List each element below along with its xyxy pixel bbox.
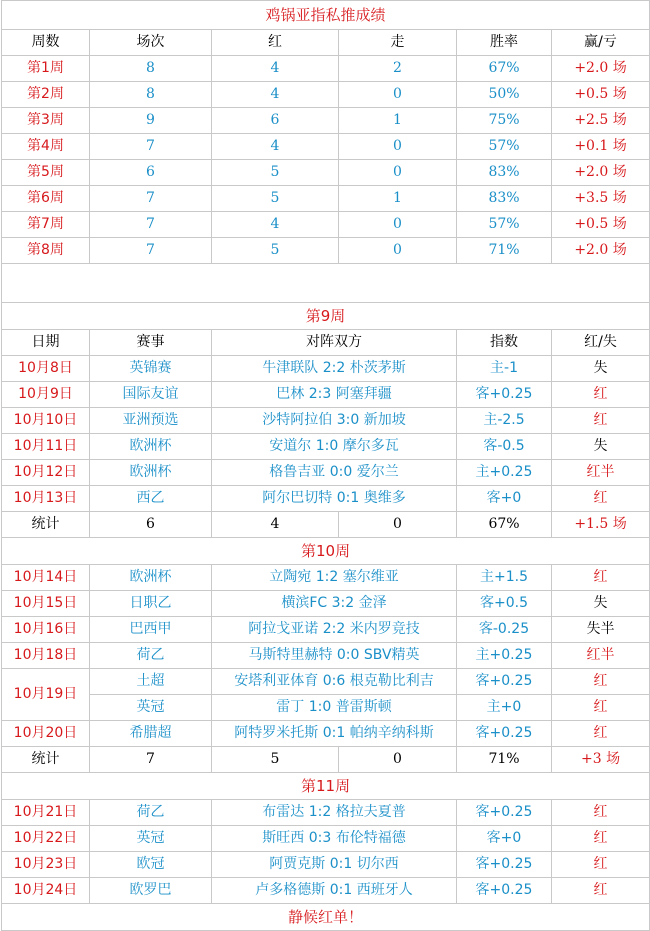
odds-value: 主-2.5: [457, 408, 552, 434]
won-count: 4: [212, 82, 339, 108]
result-badge: 红: [552, 486, 650, 512]
summary-row: [2, 82, 650, 108]
header-date: 日期: [2, 330, 90, 356]
header-push: 走: [339, 30, 457, 56]
match-row: [2, 800, 650, 826]
match-date: 10月22日: [2, 826, 90, 852]
league-name: 欧洲杯: [90, 434, 212, 460]
won-count: 5: [212, 186, 339, 212]
league-name: 日职乙: [90, 591, 212, 617]
league-name: 荷乙: [90, 643, 212, 669]
won-count: 5: [212, 160, 339, 186]
match-fixture: 布雷达 1:2 格拉夫夏普: [212, 800, 457, 826]
result-badge: 红: [552, 408, 650, 434]
match-date: 10月18日: [2, 643, 90, 669]
games-count: 7: [90, 212, 212, 238]
match-fixture: 安道尔 1:0 摩尔多瓦: [212, 434, 457, 460]
match-date: 10月13日: [2, 486, 90, 512]
league-name: 欧洲杯: [90, 460, 212, 486]
match-row: [2, 878, 650, 904]
profit-value: +0.5 场: [552, 212, 650, 238]
match-row: [2, 852, 650, 878]
games-count: 7: [90, 238, 212, 264]
push-count: 0: [339, 134, 457, 160]
won-count: 4: [212, 212, 339, 238]
match-fixture: 卢多格德斯 0:1 西班牙人: [212, 878, 457, 904]
league-name: 荷乙: [90, 800, 212, 826]
match-date: 10月9日: [2, 382, 90, 408]
week-label: 第7周: [2, 212, 90, 238]
profit-value: +3.5 场: [552, 186, 650, 212]
match-row: [2, 669, 650, 695]
results-table: [1, 0, 650, 931]
odds-value: 客-0.25: [457, 617, 552, 643]
match-fixture: 雷丁 1:0 普雷斯顿: [212, 695, 457, 721]
detail-header-row: [2, 330, 650, 356]
header-match: 对阵双方: [212, 330, 457, 356]
match-fixture: 阿贾克斯 0:1 切尔西: [212, 852, 457, 878]
week-label: 第4周: [2, 134, 90, 160]
header-odds: 指数: [457, 330, 552, 356]
games-count: 7: [90, 186, 212, 212]
week-title-row: [2, 773, 650, 800]
profit-value: +0.1 场: [552, 134, 650, 160]
odds-value: 客+0.25: [457, 800, 552, 826]
result-badge: 失: [552, 356, 650, 382]
result-badge: 失: [552, 434, 650, 460]
section-spacer: [2, 264, 650, 303]
header-week: 周数: [2, 30, 90, 56]
result-badge: 红: [552, 382, 650, 408]
profit-value: +0.5 场: [552, 82, 650, 108]
result-badge: 红半: [552, 643, 650, 669]
match-fixture: 阿拉戈亚诺 2:2 米内罗竞技: [212, 617, 457, 643]
summary-row: [2, 186, 650, 212]
header-result: 红/失: [552, 330, 650, 356]
push-count: 1: [339, 108, 457, 134]
match-row: [2, 695, 650, 721]
header-rate: 胜率: [457, 30, 552, 56]
won-count: 5: [212, 238, 339, 264]
league-name: 西乙: [90, 486, 212, 512]
push-count: 0: [339, 82, 457, 108]
summary-header-row: [2, 30, 650, 56]
odds-value: 客+0.25: [457, 878, 552, 904]
push-count: 0: [339, 238, 457, 264]
stats-rate: 71%: [457, 747, 552, 773]
week-label: 第3周: [2, 108, 90, 134]
spacer-cell: [2, 264, 650, 303]
sheet-title: 鸡锅亚指私推成绩: [2, 1, 650, 30]
match-fixture: 牛津联队 2:2 朴茨茅斯: [212, 356, 457, 382]
match-row: [2, 356, 650, 382]
league-name: 英冠: [90, 826, 212, 852]
profit-value: +2.5 场: [552, 108, 650, 134]
win-rate: 50%: [457, 82, 552, 108]
profit-value: +2.0 场: [552, 56, 650, 82]
win-rate: 71%: [457, 238, 552, 264]
match-row: [2, 826, 650, 852]
header-league: 赛事: [90, 330, 212, 356]
push-count: 1: [339, 186, 457, 212]
win-rate: 67%: [457, 56, 552, 82]
league-name: 英锦赛: [90, 356, 212, 382]
header-won: 红: [212, 30, 339, 56]
win-rate: 75%: [457, 108, 552, 134]
odds-value: 客+0.25: [457, 852, 552, 878]
games-count: 9: [90, 108, 212, 134]
result-badge: 红: [552, 826, 650, 852]
odds-value: 主+1.5: [457, 565, 552, 591]
week-title-row: [2, 303, 650, 330]
summary-row: [2, 56, 650, 82]
match-fixture: 巴林 2:3 阿塞拜疆: [212, 382, 457, 408]
week-label: 第2周: [2, 82, 90, 108]
odds-value: 主-1: [457, 356, 552, 382]
odds-value: 客+0.25: [457, 669, 552, 695]
odds-value: 主+0: [457, 695, 552, 721]
week-title-row: [2, 538, 650, 565]
header-games: 场次: [90, 30, 212, 56]
match-date: 10月23日: [2, 852, 90, 878]
league-name: 国际友谊: [90, 382, 212, 408]
match-fixture: 立陶宛 1:2 塞尔维亚: [212, 565, 457, 591]
stats-row: [2, 747, 650, 773]
match-date: 10月19日: [2, 669, 90, 721]
match-row: [2, 591, 650, 617]
result-badge: 红: [552, 695, 650, 721]
match-date: 10月16日: [2, 617, 90, 643]
result-badge: 红: [552, 721, 650, 747]
stats-label: 统计: [2, 512, 90, 538]
match-date: 10月10日: [2, 408, 90, 434]
result-badge: 红: [552, 565, 650, 591]
result-badge: 失: [552, 591, 650, 617]
match-row: [2, 486, 650, 512]
summary-row: [2, 108, 650, 134]
result-badge: 失半: [552, 617, 650, 643]
won-count: 4: [212, 134, 339, 160]
week-label: 第6周: [2, 186, 90, 212]
stats-row: [2, 512, 650, 538]
result-badge: 红: [552, 800, 650, 826]
stats-push: 0: [339, 512, 457, 538]
match-date: 10月14日: [2, 565, 90, 591]
week-label: 第1周: [2, 56, 90, 82]
win-rate: 83%: [457, 160, 552, 186]
match-date: 10月20日: [2, 721, 90, 747]
result-badge: 红半: [552, 460, 650, 486]
match-fixture: 斯旺西 0:3 布伦特福德: [212, 826, 457, 852]
match-date: 10月15日: [2, 591, 90, 617]
stats-rate: 67%: [457, 512, 552, 538]
odds-value: 主+0.25: [457, 643, 552, 669]
match-row: [2, 382, 650, 408]
league-name: 亚洲预选: [90, 408, 212, 434]
match-date: 10月8日: [2, 356, 90, 382]
odds-value: 客-0.5: [457, 434, 552, 460]
match-date: 10月24日: [2, 878, 90, 904]
odds-value: 客+0.5: [457, 591, 552, 617]
footer-row: [2, 904, 650, 931]
match-row: [2, 434, 650, 460]
stats-won: 4: [212, 512, 339, 538]
match-fixture: 马斯特里赫特 0:0 SBV精英: [212, 643, 457, 669]
match-row: [2, 721, 650, 747]
league-name: 英冠: [90, 695, 212, 721]
summary-row: [2, 134, 650, 160]
league-name: 巴西甲: [90, 617, 212, 643]
match-fixture: 阿特罗米托斯 0:1 帕纳辛纳科斯: [212, 721, 457, 747]
win-rate: 57%: [457, 212, 552, 238]
summary-row: [2, 212, 650, 238]
league-name: 欧冠: [90, 852, 212, 878]
push-count: 0: [339, 160, 457, 186]
match-row: [2, 408, 650, 434]
stats-games: 7: [90, 747, 212, 773]
summary-row: [2, 160, 650, 186]
match-date: 10月11日: [2, 434, 90, 460]
league-name: 希腊超: [90, 721, 212, 747]
match-row: [2, 565, 650, 591]
match-date: 10月12日: [2, 460, 90, 486]
match-fixture: 格鲁吉亚 0:0 爱尔兰: [212, 460, 457, 486]
push-count: 0: [339, 212, 457, 238]
odds-value: 客+0.25: [457, 721, 552, 747]
stats-push: 0: [339, 747, 457, 773]
result-badge: 红: [552, 852, 650, 878]
stats-games: 6: [90, 512, 212, 538]
stats-won: 5: [212, 747, 339, 773]
match-fixture: 横滨FC 3:2 金泽: [212, 591, 457, 617]
header-profit: 赢/亏: [552, 30, 650, 56]
league-name: 土超: [90, 669, 212, 695]
week10-title: 第10周: [2, 538, 650, 565]
match-row: [2, 617, 650, 643]
games-count: 6: [90, 160, 212, 186]
stats-profit: +1.5 场: [552, 512, 650, 538]
week9-title: 第9周: [2, 303, 650, 330]
match-fixture: 阿尔巴切特 0:1 奥维多: [212, 486, 457, 512]
match-fixture: 沙特阿拉伯 3:0 新加坡: [212, 408, 457, 434]
match-date: 10月21日: [2, 800, 90, 826]
league-name: 欧洲杯: [90, 565, 212, 591]
profit-value: +2.0 场: [552, 160, 650, 186]
result-badge: 红: [552, 669, 650, 695]
profit-value: +2.0 场: [552, 238, 650, 264]
footer-note: 静候红单！: [2, 904, 650, 931]
push-count: 2: [339, 56, 457, 82]
league-name: 欧罗巴: [90, 878, 212, 904]
stats-profit: +3 场: [552, 747, 650, 773]
result-badge: 红: [552, 878, 650, 904]
match-row: [2, 643, 650, 669]
games-count: 7: [90, 134, 212, 160]
win-rate: 83%: [457, 186, 552, 212]
win-rate: 57%: [457, 134, 552, 160]
odds-value: 主+0.25: [457, 460, 552, 486]
odds-value: 客+0: [457, 486, 552, 512]
games-count: 8: [90, 82, 212, 108]
stats-label: 统计: [2, 747, 90, 773]
odds-value: 客+0: [457, 826, 552, 852]
odds-value: 客+0.25: [457, 382, 552, 408]
won-count: 4: [212, 56, 339, 82]
summary-row: [2, 238, 650, 264]
week-label: 第5周: [2, 160, 90, 186]
week11-title: 第11周: [2, 773, 650, 800]
match-fixture: 安塔利亚体育 0:6 根克勒比利吉: [212, 669, 457, 695]
won-count: 6: [212, 108, 339, 134]
match-row: [2, 460, 650, 486]
week-label: 第8周: [2, 238, 90, 264]
games-count: 8: [90, 56, 212, 82]
